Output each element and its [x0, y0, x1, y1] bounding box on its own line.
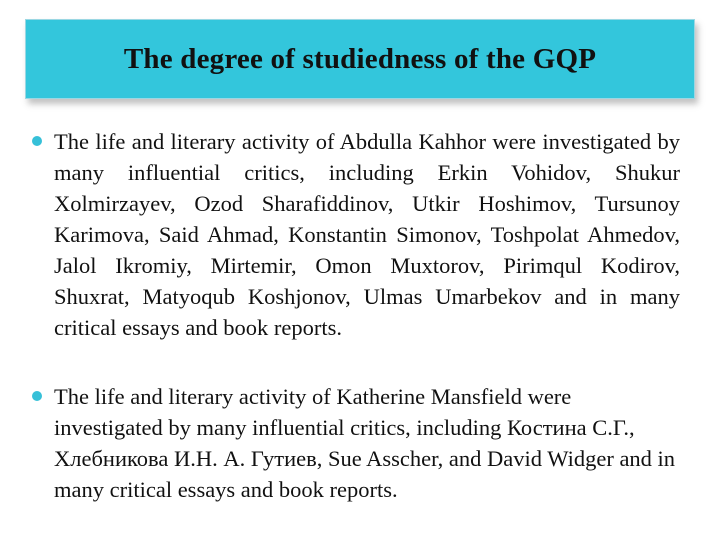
title-banner [25, 19, 695, 99]
bullet-dot-icon [32, 391, 42, 401]
bullet-paragraph-2: The life and literary activity of Katherine Mansfield were investigated by many influential critics, including Костина С.Г., Хлебникова И.Н. А. Гутиев, Sue Asscher, and David Widger and in many critical essays and book reports. [54, 384, 676, 502]
slide-title: The degree of studiedness of the GQP [123, 42, 597, 75]
bullet-dot-icon [32, 136, 42, 146]
bullet-paragraph-1: The life and literary activity of Abdulla Kahhor were investigated by many influential critics, including Erkin Vohidov, Shukur Xolmirzayev, Ozod Sharafiddinov, Utkir Hoshimov, Tursunoy Karimova, Said Ahmad, Konstantin Simonov, Toshpolat Ahmedov, Jalol Ikromiy, Mirtemir, Omon Muxtorov, Pirimqul Kodirov, Shuxrat, Matyoqub Koshjonov, Ulmas Umarbekov and in many critical essays and book reports. [54, 129, 680, 340]
